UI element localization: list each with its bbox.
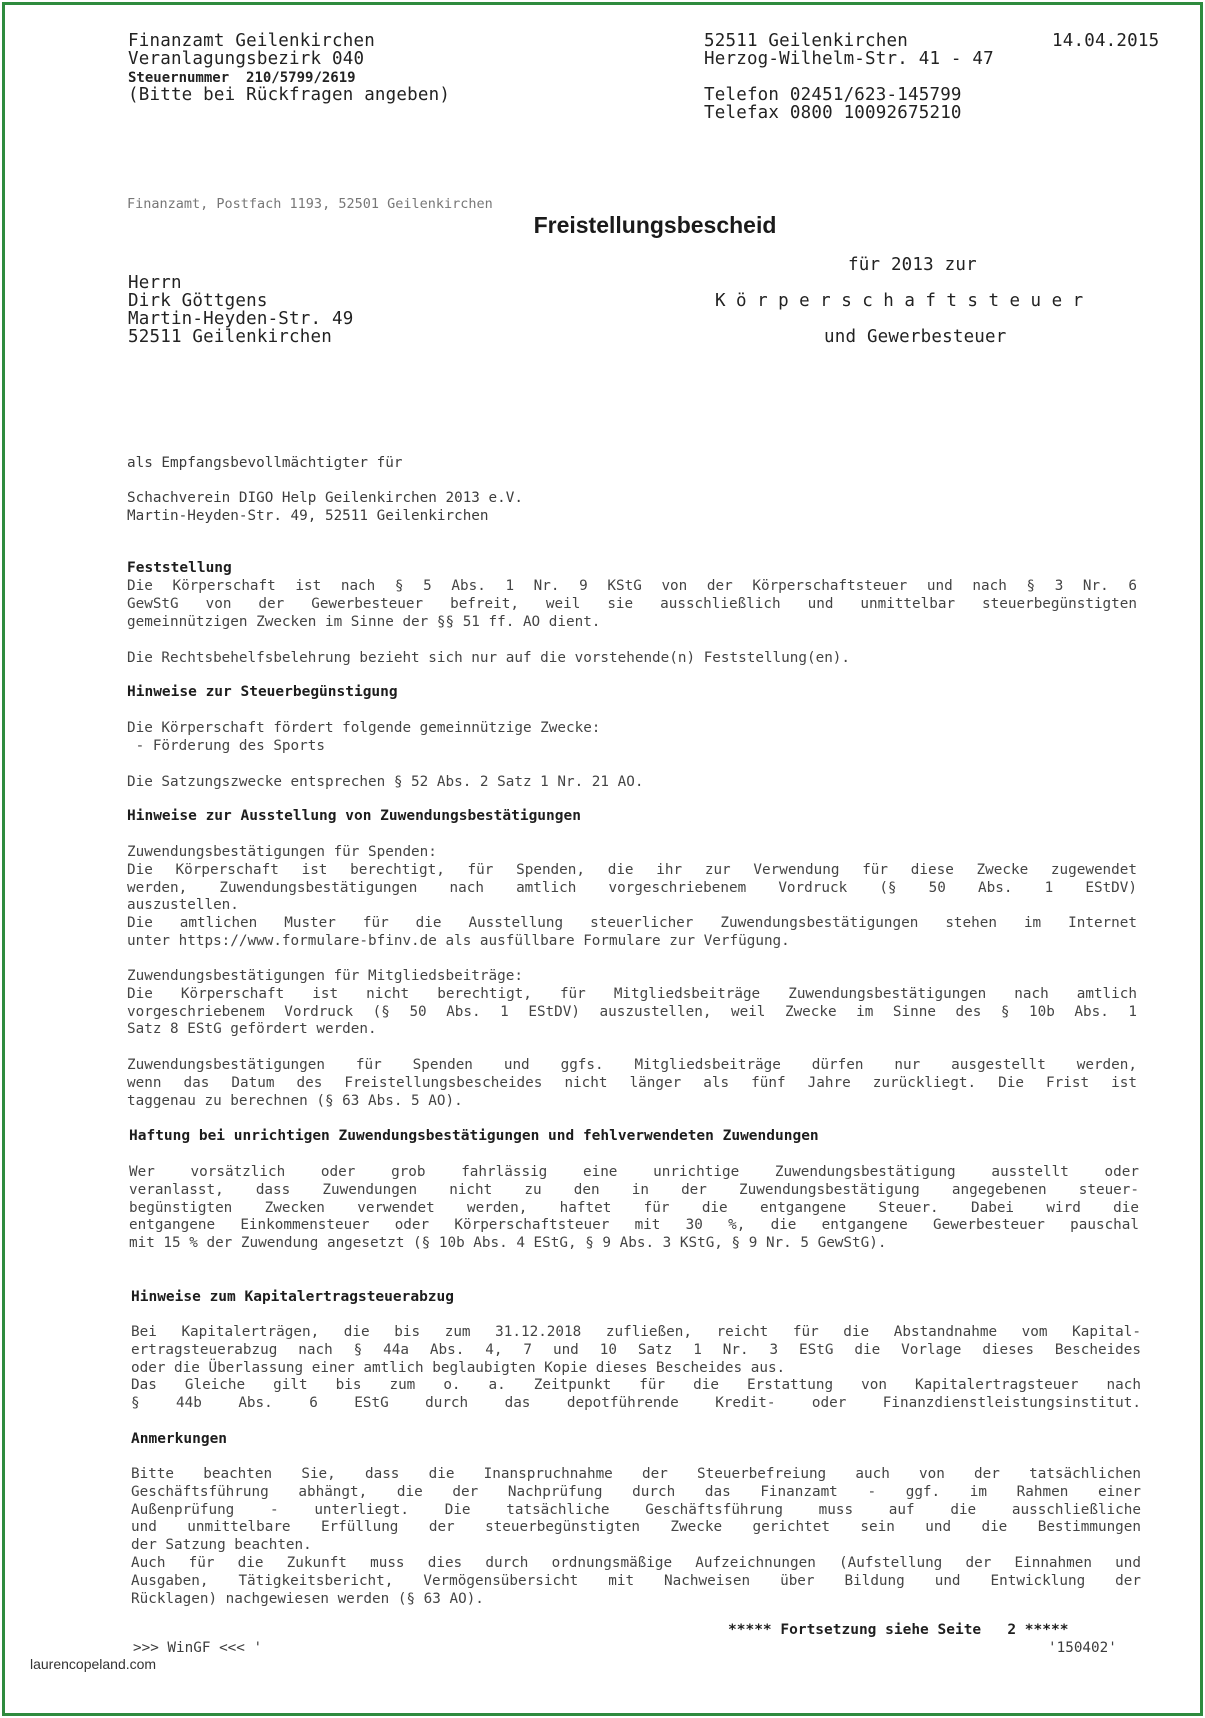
subject-year: für 2013 zur <box>848 255 977 275</box>
tax-number-row <box>128 70 356 86</box>
text-line: veranlasst, dass Zuwendungen nicht zu den in der Zuwendungsbestätigung angegebenen steuer- <box>129 1181 1139 1198</box>
zuwendung-p3 <box>127 1057 1137 1110</box>
text-line: Die amtlichen Muster für die Ausstellung steuerlicher Zuwendungsbestätigungen stehen im Internet <box>127 915 1137 932</box>
sender-street: Herzog-Wilhelm-Str. 41 - 47 <box>704 49 994 69</box>
text-line: vorgeschriebenem Vordruck (§ 50 Abs. 1 EStDV) auszustellen, weil Zwecke im Sinne des § 10b Abs. 1 <box>127 1003 1137 1020</box>
text-line: Die Satzungszwecke entsprechen § 52 Abs. 2 Satz 1 Nr. 21 AO. <box>127 774 644 790</box>
text-line: der Satzung beachten. <box>131 1537 312 1554</box>
text-line: und unmittelbare Erfüllung der steuerbegünstigten Zwecke gerichtet sein und die Bestimmungen <box>131 1519 1141 1536</box>
recipient-street: Martin-Heyden-Str. 49 <box>128 309 354 329</box>
text-line: Die Rechtsbehelfsbelehrung bezieht sich nur auf die vorstehende(n) Feststellung(en). <box>127 650 851 666</box>
section-heading-feststellung: Feststellung <box>127 560 232 576</box>
authorized-org: Schachverein DIGO Help Geilenkirchen 2013 e.V. <box>127 490 523 506</box>
tax-number: 210/5799/2619 <box>246 70 356 86</box>
text-line: Wer vorsätzlich oder grob fahrlässig eine unrichtige Zuwendungsbestätigung ausstellt oder <box>129 1164 1139 1180</box>
text-line: Auch für die Zukunft muss dies durch ordnungsmäßige Aufzeichnungen (Aufstellung der Einnahmen und <box>131 1554 1141 1571</box>
steuerbeguenstigung-note <box>127 774 1137 792</box>
kapitalertrag-text <box>131 1324 1141 1413</box>
text-line: Die Körperschaft ist nicht berechtigt, für Mitgliedsbeiträge Zuwendungsbestätigungen nach amtlich <box>127 985 1137 1002</box>
sender-fax: Telefax 0800 10092675210 <box>704 103 962 123</box>
software-mark: >>> WinGF <<< ' <box>133 1640 263 1656</box>
text-line: auszustellen. <box>127 897 239 914</box>
section-heading-zuwendung: Hinweise zur Ausstellung von Zuwendungsbestätigungen <box>127 808 581 824</box>
text-line: - Förderung des Sports <box>127 737 325 754</box>
sender-phone: Telefon 02451/623-145799 <box>704 85 962 105</box>
subject-trade-tax: und Gewerbesteuer <box>824 327 1007 347</box>
feststellung-note <box>127 650 1137 668</box>
watermark-text: laurencopeland.com <box>30 1656 157 1672</box>
text-line: Zuwendungsbestätigungen für Mitgliedsbeiträge: <box>127 968 523 984</box>
text-line: Ausgaben, Tätigkeitsbericht, Vermögensübersicht mit Nachweisen über Bildung und Entwicklung der <box>131 1572 1141 1589</box>
text-line: Die Körperschaft fördert folgende gemeinnützige Zwecke: <box>127 720 601 736</box>
text-line: § 44b Abs. 6 EStG durch das depotführende Kredit- oder Finanzdienstleistungsinstitut. <box>131 1395 1141 1412</box>
text-line: wenn das Datum des Freistellungsbescheides nicht länger als fünf Jahre zurückliegt. Die Frist ist <box>127 1074 1137 1091</box>
feststellung-text <box>127 578 1137 631</box>
tax-number-label: Steuernummer <box>128 70 230 86</box>
page-title: Freistellungsbescheid <box>533 212 777 238</box>
recipient-city: 52511 Geilenkirchen <box>128 327 332 347</box>
steuerbeguenstigung-text <box>127 720 1137 756</box>
text-line: gemeinnützigen Zwecken im Sinne der §§ 51 ff. AO dient. <box>127 613 601 630</box>
text-line: Die Körperschaft ist berechtigt, für Spenden, die ihr zur Verwendung für diese Zwecke zugewendet <box>127 861 1137 878</box>
text-line: unter https://www.formulare-bfinv.de als ausfüllbare Formulare zur Verfügung. <box>127 932 790 949</box>
anmerkungen-text <box>131 1466 1141 1608</box>
section-heading-kapitalertrag: Hinweise zum Kapitalertragsteuerabzug <box>131 1289 455 1305</box>
text-line: begünstigten Zwecken verwendet werden, haftet für die entgangene Steuer. Dabei wird die <box>129 1199 1139 1216</box>
text-line: Geschäftsführung abhängt, die der Nachprüfung durch das Finanzamt - ggf. im Rahmen einer <box>131 1483 1141 1500</box>
authorized-intro: als Empfangsbevollmächtigter für <box>127 455 403 471</box>
text-line: Rücklagen) nachgewiesen werden (§ 63 AO). <box>131 1590 484 1607</box>
zuwendung-p1 <box>127 844 1137 951</box>
section-heading-steuerbeguenstigung: Hinweise zur Steuerbegünstigung <box>127 684 398 700</box>
return-address: Finanzamt, Postfach 1193, 52501 Geilenkirchen <box>127 196 493 212</box>
text-line: Das Gleiche gilt bis zum o. a. Zeitpunkt für die Erstattung von Kapitalertragsteuer nach <box>131 1377 1141 1394</box>
sender-office: Finanzamt Geilenkirchen <box>128 31 375 51</box>
zuwendung-p2 <box>127 968 1137 1039</box>
text-line: Außenprüfung - unterliegt. Die tatsächliche Geschäftsführung muss auf die ausschließliche <box>131 1501 1141 1518</box>
authorized-address: Martin-Heyden-Str. 49, 52511 Geilenkirchen <box>127 508 489 524</box>
text-line: Zuwendungsbestätigungen für Spenden: <box>127 844 437 860</box>
text-line: mit 15 % der Zuwendung angesetzt (§ 10b Abs. 4 EStG, § 9 Abs. 3 KStG, § 9 Nr. 5 GewStG). <box>129 1235 887 1252</box>
document-code: '150402' <box>1048 1640 1117 1656</box>
document-date: 14.04.2015 <box>1052 31 1160 51</box>
text-line: taggenau zu berechnen (§ 63 Abs. 5 AO). <box>127 1092 463 1109</box>
subject-tax-type: Körperschaftsteuer <box>715 291 1094 311</box>
text-line: GewStG von der Gewerbesteuer befreit, weil sie ausschließlich und unmittelbar steuerbegünstigten <box>127 595 1137 612</box>
text-line: Die Körperschaft ist nach § 5 Abs. 1 Nr. 9 KStG von der Körperschaftsteuer und nach § 3 Nr. 6 <box>127 578 1137 594</box>
text-line: ertragsteuerabzug nach § 44a Abs. 4, 7 und 10 Satz 1 Nr. 3 EStG die Vorlage dieses Bescheides <box>131 1341 1141 1358</box>
recipient-salutation: Herrn <box>128 273 182 293</box>
text-line: werden, Zuwendungsbestätigungen nach amtlich vorgeschriebenem Vordruck (§ 50 Abs. 1 EStDV) <box>127 879 1137 896</box>
sender-district: Veranlagungsbezirk 040 <box>128 49 365 69</box>
text-line: Bitte beachten Sie, dass die Inanspruchnahme der Steuerbefreiung auch von der tatsächlichen <box>131 1466 1141 1482</box>
sender-postal-city: 52511 Geilenkirchen <box>704 31 908 51</box>
recipient-name: Dirk Göttgens <box>128 291 268 311</box>
continuation-note: ***** Fortsetzung siehe Seite 2 ***** <box>728 1622 1069 1638</box>
sender-note: (Bitte bei Rückfragen angeben) <box>128 85 451 105</box>
section-heading-haftung: Haftung bei unrichtigen Zuwendungsbestätigungen und fehlverwendeten Zuwendungen <box>129 1128 819 1144</box>
text-line: oder die Überlassung einer amtlich beglaubigten Kopie dieses Bescheides aus. <box>131 1359 786 1376</box>
text-line: Satz 8 EStG gefördert werden. <box>127 1021 377 1038</box>
text-line: entgangene Einkommensteuer oder Körperschaftsteuer mit 30 %, die entgangene Gewerbesteuer pauschal <box>129 1217 1139 1234</box>
haftung-text <box>129 1164 1139 1253</box>
section-heading-anmerkungen: Anmerkungen <box>131 1431 228 1447</box>
text-line: Zuwendungsbestätigungen für Spenden und ggfs. Mitgliedsbeiträge dürfen nur ausgestellt werden, <box>127 1057 1137 1073</box>
text-line: Bei Kapitalerträgen, die bis zum 31.12.2018 zufließen, reicht für die Abstandnahme vom Kapital- <box>131 1324 1141 1340</box>
